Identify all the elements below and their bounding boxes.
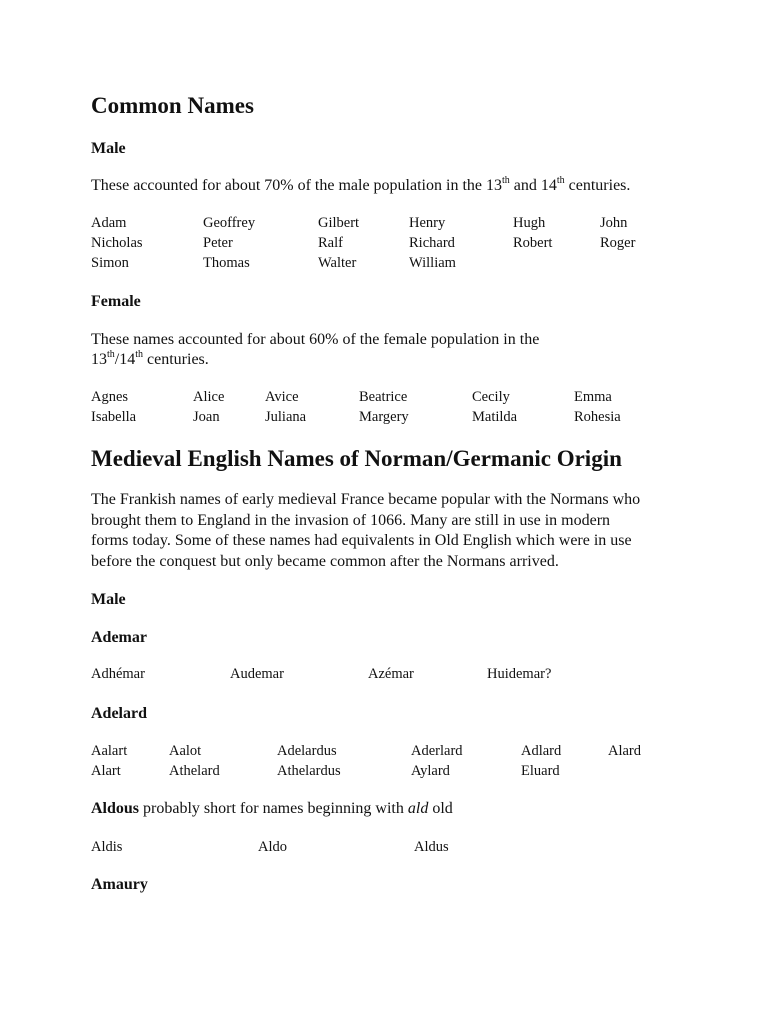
amaury-heading: Amaury	[91, 876, 148, 893]
female-name-cell: Beatrice	[359, 389, 408, 405]
name-variant: Adhémar	[91, 666, 145, 682]
male-name-cell: Robert	[513, 235, 553, 251]
male-heading: Male	[91, 140, 126, 157]
male-name-cell: Hugh	[513, 215, 546, 231]
female-intro-text-a: 13	[91, 351, 107, 368]
male-intro-text-c: centuries.	[564, 177, 631, 194]
norman-male-heading: Male	[91, 591, 126, 608]
female-name-cell: Margery	[359, 409, 409, 425]
norman-intro-line: brought them to England in the invasion of 1066. Many are still in use in modern	[91, 512, 611, 529]
female-heading: Female	[91, 293, 141, 310]
name-variant: Aalart	[91, 743, 128, 759]
female-name-cell: Joan	[193, 409, 220, 425]
female-name-cell: Isabella	[91, 409, 137, 425]
female-name-cell: Emma	[574, 389, 612, 405]
male-name-cell: John	[600, 215, 628, 231]
ademar-heading: Ademar	[91, 629, 147, 646]
aldous-line	[91, 800, 453, 818]
female-intro-sup-1: th	[107, 349, 115, 360]
name-variant: Athelardus	[277, 763, 341, 779]
male-name-cell: Roger	[600, 235, 636, 251]
male-name-cell: Thomas	[203, 255, 250, 271]
male-intro-sup-1: th	[501, 175, 510, 186]
male-name-cell: Simon	[91, 255, 129, 271]
name-variant: Adlard	[521, 743, 562, 759]
male-name-cell: Adam	[91, 215, 127, 231]
female-name-cell: Alice	[193, 389, 225, 405]
common-names-title: Common Names	[91, 93, 254, 118]
female-intro-text-b: /14	[114, 351, 136, 368]
female-intro-line-1: These names accounted for about 60% of the female population in the	[91, 331, 540, 348]
norman-intro-line: before the conquest but only became common after the Normans arrived.	[91, 553, 559, 570]
female-name-cell: Rohesia	[574, 409, 621, 425]
norman-intro-line: forms today. Some of these names had equivalents in Old English which were in use	[91, 532, 632, 549]
male-name-cell: Richard	[409, 235, 455, 251]
aldous-note-b: old	[428, 800, 453, 817]
aldous-heading: Aldous	[91, 800, 140, 817]
name-variant: Alart	[91, 763, 121, 779]
male-name-cell: Walter	[318, 255, 357, 271]
name-variant: Azémar	[368, 666, 414, 682]
male-name-cell: Nicholas	[91, 235, 143, 251]
name-variant: Audemar	[230, 666, 284, 682]
male-name-cell: William	[409, 255, 456, 271]
female-name-cell: Cecily	[472, 389, 510, 405]
name-variant: Aldus	[414, 839, 449, 855]
name-variant: Aderlard	[411, 743, 463, 759]
male-name-cell: Geoffrey	[203, 215, 256, 231]
aldous-note-italic: ald	[407, 800, 429, 817]
name-variant: Eluard	[521, 763, 560, 779]
norman-intro-line: The Frankish names of early medieval France became popular with the Normans who	[91, 491, 641, 508]
male-intro-text-a: These accounted for about 70% of the male population in the 13	[91, 177, 502, 194]
male-intro-sup-2: th	[556, 175, 565, 186]
female-intro-sup-2: th	[135, 349, 144, 360]
name-variant: Aldis	[91, 839, 123, 855]
male-name-cell: Ralf	[318, 235, 343, 251]
male-intro-paragraph	[91, 177, 630, 195]
name-variant: Alard	[608, 743, 642, 759]
name-variant: Athelard	[169, 763, 220, 779]
male-name-cell: Gilbert	[318, 215, 360, 231]
name-variant: Aalot	[169, 743, 202, 759]
name-variant: Adelardus	[277, 743, 337, 759]
female-name-cell: Agnes	[91, 389, 129, 405]
aldous-note-a: probably short for names beginning with	[139, 800, 408, 817]
female-name-cell: Juliana	[265, 409, 307, 425]
norman-section-title: Medieval English Names of Norman/Germanic Origin	[91, 446, 622, 471]
female-intro-text-c: centuries.	[143, 351, 209, 368]
name-variant: Aylard	[411, 763, 450, 779]
adelard-heading: Adelard	[91, 705, 147, 722]
female-name-cell: Avice	[265, 389, 299, 405]
male-intro-text-b: and 14	[509, 177, 557, 194]
male-name-cell: Henry	[409, 215, 446, 231]
male-name-cell: Peter	[203, 235, 233, 251]
female-intro-line-2	[91, 351, 209, 369]
name-variant: Aldo	[258, 839, 287, 855]
female-name-cell: Matilda	[472, 409, 518, 425]
name-variant: Huidemar?	[487, 666, 552, 682]
